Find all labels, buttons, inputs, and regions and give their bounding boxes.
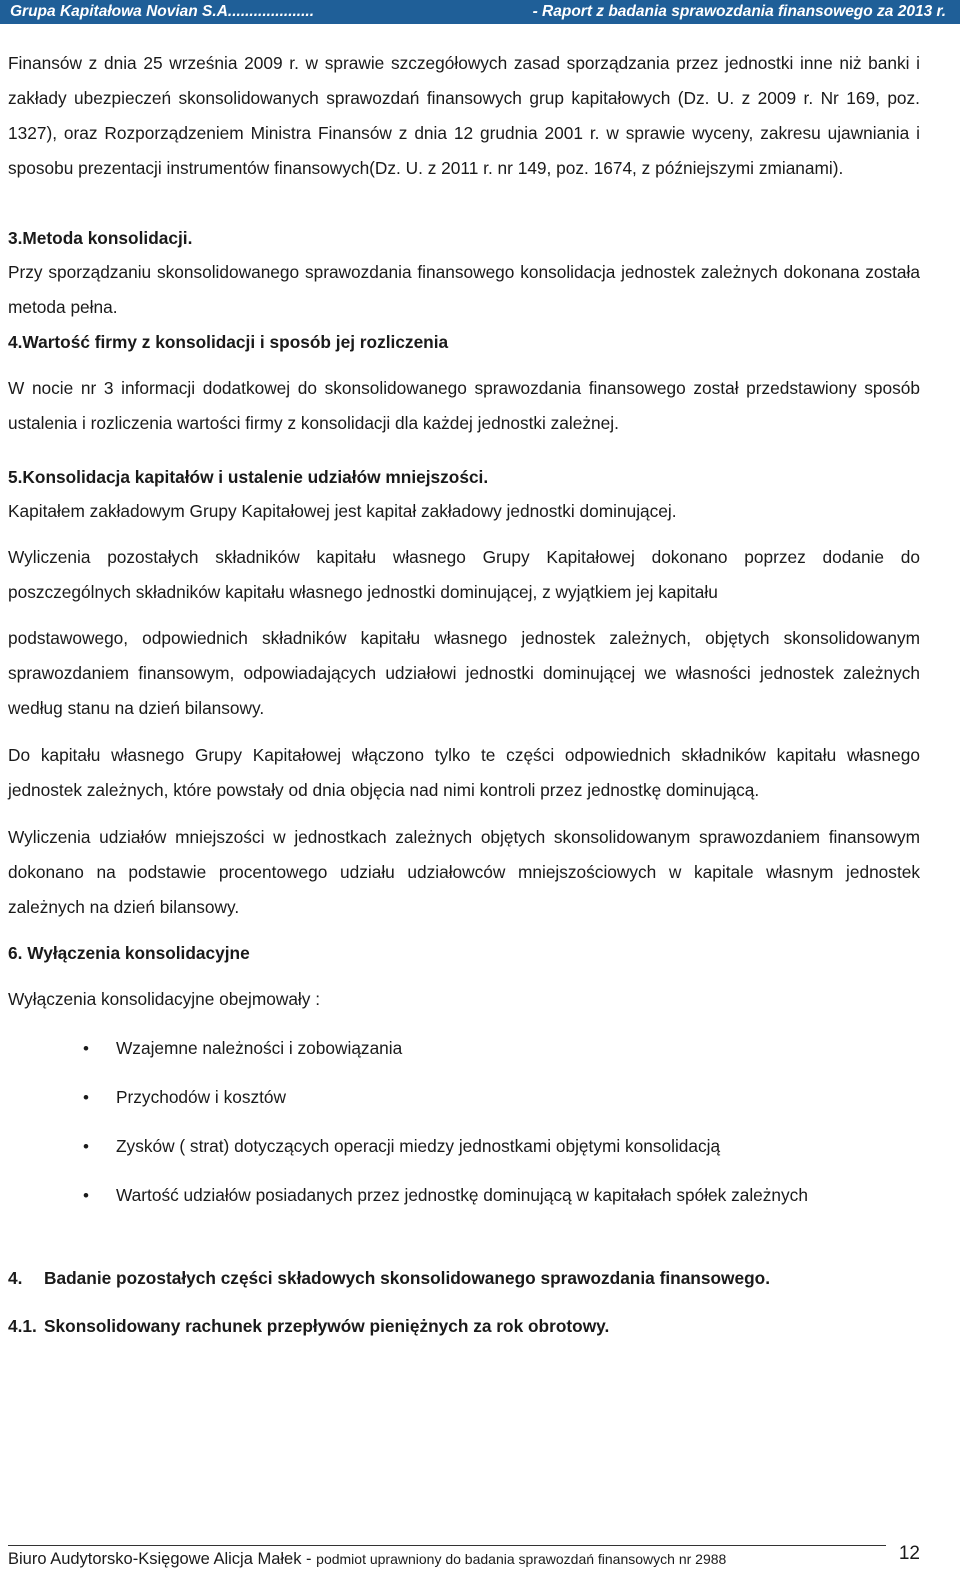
list-item: • Wartość udziałów posiadanych przez jednostkę dominującą w kapitałach spółek zależnych	[8, 1178, 920, 1213]
section-number: 4.	[8, 1268, 23, 1288]
page-footer	[8, 1548, 920, 1570]
footer-divider	[8, 1545, 886, 1546]
list-item: • Zysków ( strat) dotyczących operacji miedzy jednostkami objętymi konsolidacją	[8, 1129, 920, 1164]
page-number: 12	[898, 1543, 920, 1564]
list-item: • Przychodów i kosztów	[8, 1080, 920, 1115]
section-heading-4	[8, 1261, 920, 1295]
paragraph-consolidation-method: Przy sporządzaniu skonsolidowanego sprawozdania finansowego konsolidacja jednostek zależnych dokonana została metoda pełna.	[8, 262, 920, 317]
paragraph-regulations: Finansów z dnia 25 września 2009 r. w sprawie szczegółowych zasad sporządzania przez jednostki inne niż banki i zakłady ubezpieczeń skonsolidowanych sprawozdań finansowych grup kapitałowych (Dz. U. z 2009 r. Nr 169, poz. 1327), oraz Rozporządzeniem Ministra Finansów z dnia 12 grudnia 2001 r. w sprawie wyceny, zakresu ujawniania i sposobu prezentacji instrumentów finansowych(Dz. U. z 2011 r. nr 149, poz. 1674, z późniejszymi zmianami).	[8, 53, 920, 178]
document-body	[8, 46, 920, 1343]
paragraph-equity-components: Wyliczenia pozostałych składników kapitału własnego Grupy Kapitałowej dokonano poprzez dodanie do poszczególnych składników kapitału własnego jednostki dominującej, z wyjątkiem jej kapitału	[8, 547, 920, 602]
heading-capital-consolidation: 5.Konsolidacja kapitałów i ustalenie udziałów mniejszości.	[8, 467, 489, 487]
heading-eliminations: 6. Wyłączenia konsolidacyjne	[8, 943, 250, 963]
section-heading-4-1	[8, 1309, 920, 1343]
paragraph-equity-components-cont: podstawowego, odpowiednich składników kapitału własnego jednostek zależnych, objętych skonsolidowanym sprawozdaniem finansowym, odpowiadających udziałowi jednostki dominującej we własności jednostek zależnych według stanu na dzień bilansowy.	[8, 628, 920, 718]
eliminations-list	[8, 1031, 920, 1213]
footer-note: podmiot uprawniony do badania sprawozdań finansowych nr 2988	[316, 1551, 727, 1567]
paragraph-eliminations: Wyłączenia konsolidacyjne obejmowały :	[8, 989, 321, 1009]
page-header	[0, 0, 960, 24]
section-title: Skonsolidowany rachunek przepływów pieniężnych za rok obrotowy.	[44, 1316, 610, 1336]
header-company: Grupa Kapitałowa Novian S.A....................	[10, 3, 315, 20]
list-item: • Wzajemne należności i zobowiązania	[8, 1031, 920, 1066]
paragraph-equity-inclusion: Do kapitału własnego Grupy Kapitałowej włączono tylko te części odpowiednich składników kapitału własnego jednostek zależnych, które powstały od dnia objęcia nad nimi kontroli przez jednostkę dominującą.	[8, 745, 920, 800]
heading-goodwill: 4.Wartość firmy z konsolidacji i sposób jej rozliczenia	[8, 332, 449, 352]
section-title: Badanie pozostałych części składowych skonsolidowanego sprawozdania finansowego.	[44, 1268, 770, 1288]
heading-consolidation-method: 3.Metoda konsolidacji.	[8, 228, 193, 248]
paragraph-share-capital: Kapitałem zakładowym Grupy Kapitałowej jest kapitał zakładowy jednostki dominującej.	[8, 501, 677, 521]
section-number: 4.1.	[8, 1316, 37, 1336]
paragraph-goodwill: W nocie nr 3 informacji dodatkowej do skonsolidowanego sprawozdania finansowego został przedstawiony sposób ustalenia i rozliczenia wartości firmy z konsolidacji dla każdej jednostki zależnej.	[8, 378, 920, 433]
footer-firm: Biuro Audytorsko-Księgowe Alicja Małek -	[8, 1550, 312, 1568]
header-report-title: - Raport z badania sprawozdania finansowego za 2013 r.	[532, 3, 946, 20]
paragraph-minority-interest: Wyliczenia udziałów mniejszości w jednostkach zależnych objętych skonsolidowanym sprawozdaniem finansowym dokonano na podstawie procentowego udziału udziałowców mniejszościowych w kapitale własnym jednostek zależnych na dzień bilansowy.	[8, 827, 920, 917]
